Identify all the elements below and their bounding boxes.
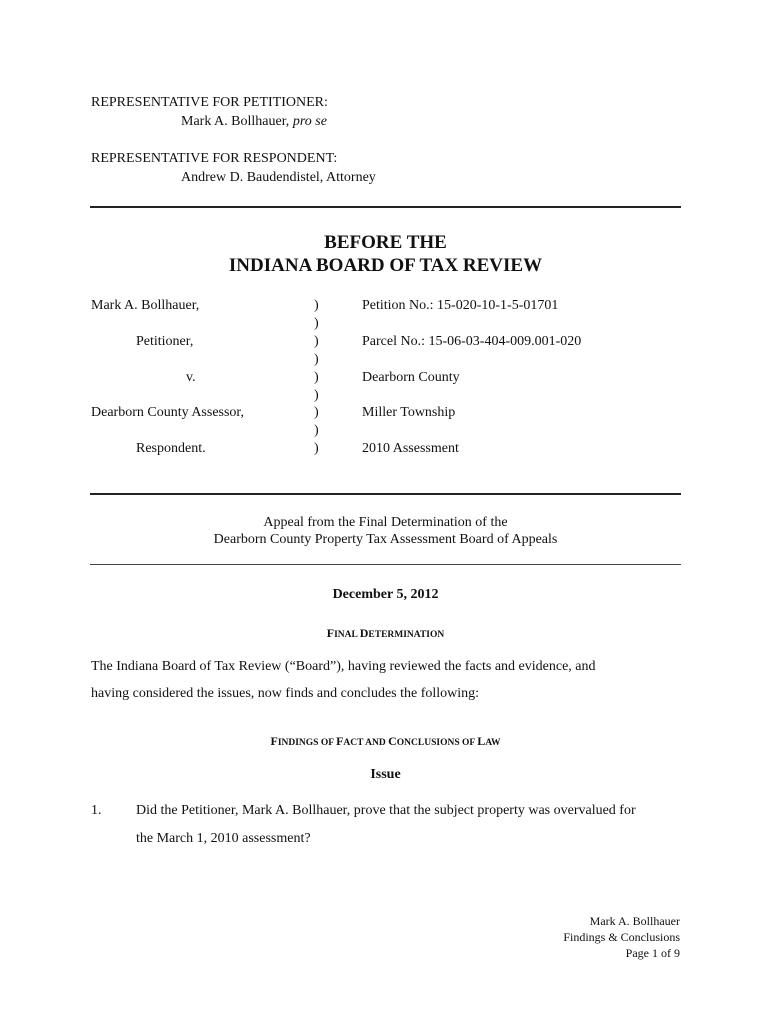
footer-page-number: Page 1 of 9 [625, 946, 680, 960]
heading-rest: ONCLUSIONS OF [396, 738, 478, 748]
caption-petition-number: Petition No.: 15-020-10-1-5-01701 [362, 298, 559, 313]
heading-initial: F [326, 626, 335, 640]
divider-thin [90, 564, 681, 565]
petitioner-role: pro se [292, 114, 327, 129]
heading-initial: D [359, 626, 369, 640]
divider-top [90, 206, 681, 208]
caption-respondent-name: Dearborn County Assessor, [91, 405, 245, 420]
respondent-representative-name: Andrew D. Baudendistel, Attorney [181, 170, 376, 185]
caption-paren: ) [314, 370, 319, 385]
final-determination-heading [90, 626, 681, 642]
determination-date: December 5, 2012 [332, 587, 439, 602]
caption-paren: ) [314, 316, 319, 331]
item-number: 1. [91, 803, 102, 818]
divider-middle [90, 493, 681, 495]
intro-line-2: having considered the issues, now finds and concludes the following: [91, 686, 480, 701]
heading-initial: L [477, 734, 486, 748]
footer-document-title: Findings & Conclusions [563, 930, 680, 944]
caption-paren: ) [314, 405, 319, 420]
caption-paren: ) [314, 423, 319, 438]
heading-rest: ACT AND [343, 738, 389, 748]
caption-paren: ) [314, 388, 319, 403]
caption-petitioner-label: Petitioner, [136, 334, 194, 349]
caption-paren: ) [314, 352, 319, 367]
issue-heading: Issue [370, 767, 401, 782]
findings-heading [90, 734, 681, 750]
appeal-line-2: Dearborn County Property Tax Assessment Board of Appeals [213, 532, 558, 547]
caption-versus: v. [186, 370, 196, 385]
petitioner-name: Mark A. Bollhauer, [181, 114, 293, 129]
caption-township: Miller Township [362, 405, 456, 420]
heading-rest: ETERMINATION [368, 630, 445, 640]
caption-petitioner-name: Mark A. Bollhauer, [91, 298, 200, 313]
title-line-2: INDIANA BOARD OF TAX REVIEW [228, 255, 543, 276]
caption-paren: ) [314, 334, 319, 349]
appeal-line-1: Appeal from the Final Determination of the [263, 515, 508, 530]
petitioner-representative-name [181, 114, 327, 130]
heading-initial: F [270, 734, 278, 748]
heading-rest: INDINGS OF [277, 738, 337, 748]
item-1-line-1: Did the Petitioner, Mark A. Bollhauer, prove that the subject property was overvalued for [136, 803, 636, 818]
caption-assessment-year: 2010 Assessment [362, 441, 459, 456]
respondent-representative-heading: REPRESENTATIVE FOR RESPONDENT: [91, 151, 338, 166]
caption-parcel-number: Parcel No.: 15-06-03-404-009.001-020 [362, 334, 582, 349]
caption-paren: ) [314, 298, 319, 313]
heading-initial: C [388, 734, 397, 748]
caption-county: Dearborn County [362, 370, 460, 385]
footer-name: Mark A. Bollhauer [589, 914, 680, 928]
caption-respondent-label: Respondent. [136, 441, 206, 456]
petitioner-representative-heading: REPRESENTATIVE FOR PETITIONER: [91, 95, 328, 110]
heading-rest: INAL [334, 630, 360, 640]
heading-rest: AW [485, 738, 501, 748]
title-line-1: BEFORE THE [324, 232, 447, 253]
item-1-line-2: the March 1, 2010 assessment? [136, 831, 311, 846]
intro-line-1: The Indiana Board of Tax Review (“Board”), having reviewed the facts and evidence, and [91, 659, 596, 674]
caption-paren: ) [314, 441, 319, 456]
heading-initial: F [336, 734, 344, 748]
